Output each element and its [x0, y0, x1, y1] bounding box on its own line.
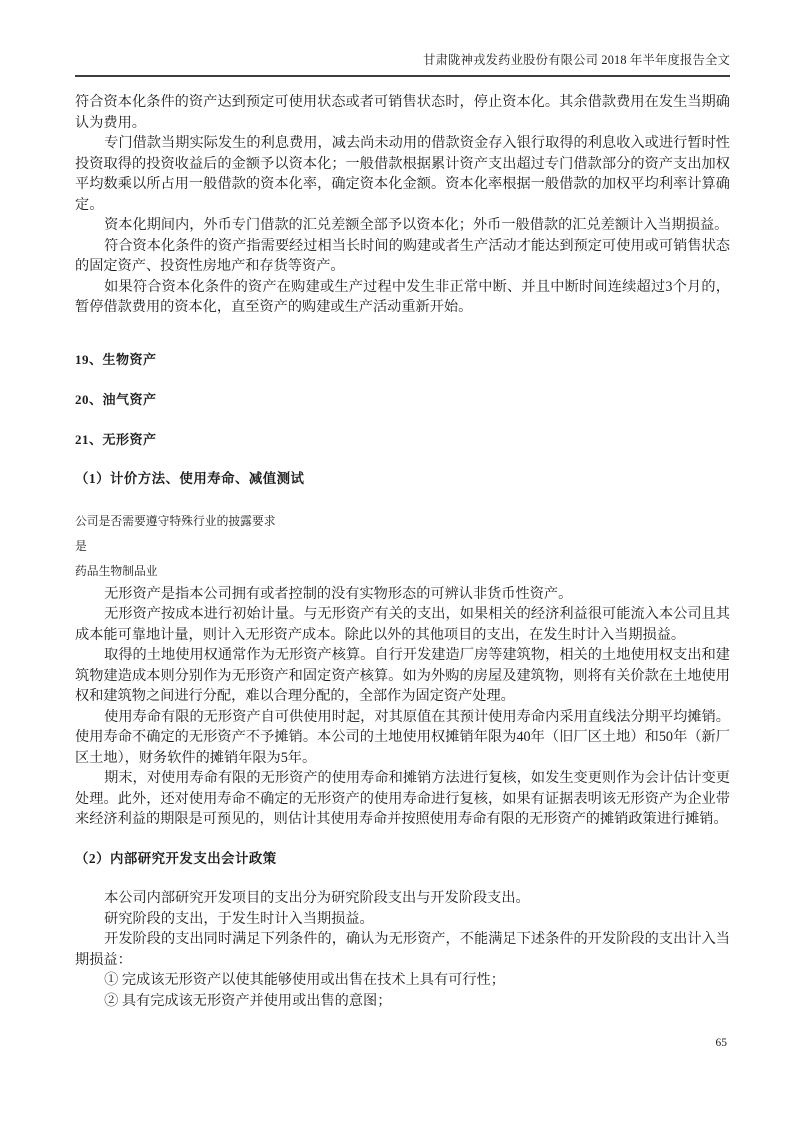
paragraph: 本公司内部研究开发项目的支出分为研究阶段支出与开发阶段支出。: [104, 890, 530, 906]
paragraph: 符合资本化条件的资产指需要经过相当长时间的购建或者生产活动才能达到预定可使用或可销售状态的固定资产、投资性房地产和存货等资产。: [75, 237, 730, 274]
paragraph: 期末，对使用寿命有限的无形资产的使用寿命和摊销方法进行复核，如发生变更则作为会计估计变更处理。此外，还对使用寿命不确定的无形资产的使用寿命进行复核，如果有证据表明该无形资产为企业带来经济利益的期限是可预见的，则估计其使用寿命并按照使用寿命有限的无形资产的摊销政策进行摊销。: [75, 770, 730, 827]
section-heading: 21、无形资产: [75, 431, 157, 447]
paragraph: 资本化期间内，外币专门借款的汇兑差额全部予以资本化；外币一般借款的汇兑差额计入当期损益。: [104, 217, 729, 233]
paragraph: 开发阶段的支出同时满足下列条件的，确认为无形资产，不能满足下述条件的开发阶段的支出计入当期损益：: [75, 931, 730, 968]
section-heading: 19、生物资产: [75, 351, 157, 367]
numbered-condition-item: ① 完成该无形资产以使其能够使用或出售在技术上具有可行性；: [104, 972, 505, 988]
paragraph-continued: 符合资本化条件的资产达到预定可使用状态或者可销售状态时，停止资本化。其余借款费用在发生当期确认为费用。: [75, 94, 730, 131]
paragraph: 取得的土地使用权通常作为无形资产核算。自行开发建造厂房等建筑物，相关的土地使用权支出和建筑物建造成本则分别作为无形资产和固定资产核算。如为外购的房屋及建筑物，则将有关价款在土地使用权和建筑物之间进行分配，难以合理分配的，全部作为固定资产处理。: [75, 647, 730, 704]
section-heading: 20、油气资产: [75, 391, 157, 407]
page-number: 65: [715, 1037, 727, 1049]
subsection-heading: （1）计价方法、使用寿命、减值测试: [75, 471, 305, 486]
page-header-title: 甘肃陇神戎发药业股份有限公司 2018 年半年度报告全文: [423, 53, 730, 67]
paragraph: 使用寿命有限的无形资产自可供使用时起，对其原值在其预计使用寿命内采用直线法分期平均摊销。使用寿命不确定的无形资产不予摊销。本公司的土地使用权摊销年限为40年（旧厂区土地）和50年（新厂区土地），财务软件的摊销年限为5年。: [75, 708, 730, 766]
paragraph: 无形资产按成本进行初始计量。与无形资产有关的支出，如果相关的经济利益很可能流入本公司且其成本能可靠地计量，则计入无形资产成本。除此以外的其他项目的支出，在发生时计入当期损益。: [75, 606, 730, 643]
paragraph: 无形资产是指本公司拥有或者控制的没有实物形态的可辨认非货币性资产。: [104, 585, 573, 602]
paragraph: 专门借款当期实际发生的利息费用，减去尚未动用的借款资金存入银行取得的利息收入或进行暂时性投资取得的投资收益后的金额予以资本化；一般借款根据累计资产支出超过专门借款部分的资产支出加权平均数乘以所占用一般借款的资本化率，确定资本化金额。资本化率根据一般借款的加权平均利率计算确定。: [75, 135, 730, 213]
page-header: [75, 53, 730, 77]
document-content: [75, 92, 730, 1011]
paragraph: 研究阶段的支出，于发生时计入当期损益。: [104, 910, 374, 927]
disclosure-line: 是: [75, 538, 87, 553]
subsection-heading: （2）内部研究开发支出会计政策: [75, 850, 277, 866]
disclosure-line: 药品生物制品业: [75, 563, 158, 578]
numbered-condition-item: ② 具有完成该无形资产并使用或出售的意图；: [104, 992, 392, 1009]
paragraph: 如果符合资本化条件的资产在购建或生产过程中发生非正常中断、并且中断时间连续超过3个月的，暂停借款费用的资本化，直至资产的购建或生产活动重新开始。: [75, 278, 730, 315]
disclosure-line: 公司是否需要遵守特殊行业的披露要求: [75, 513, 276, 528]
